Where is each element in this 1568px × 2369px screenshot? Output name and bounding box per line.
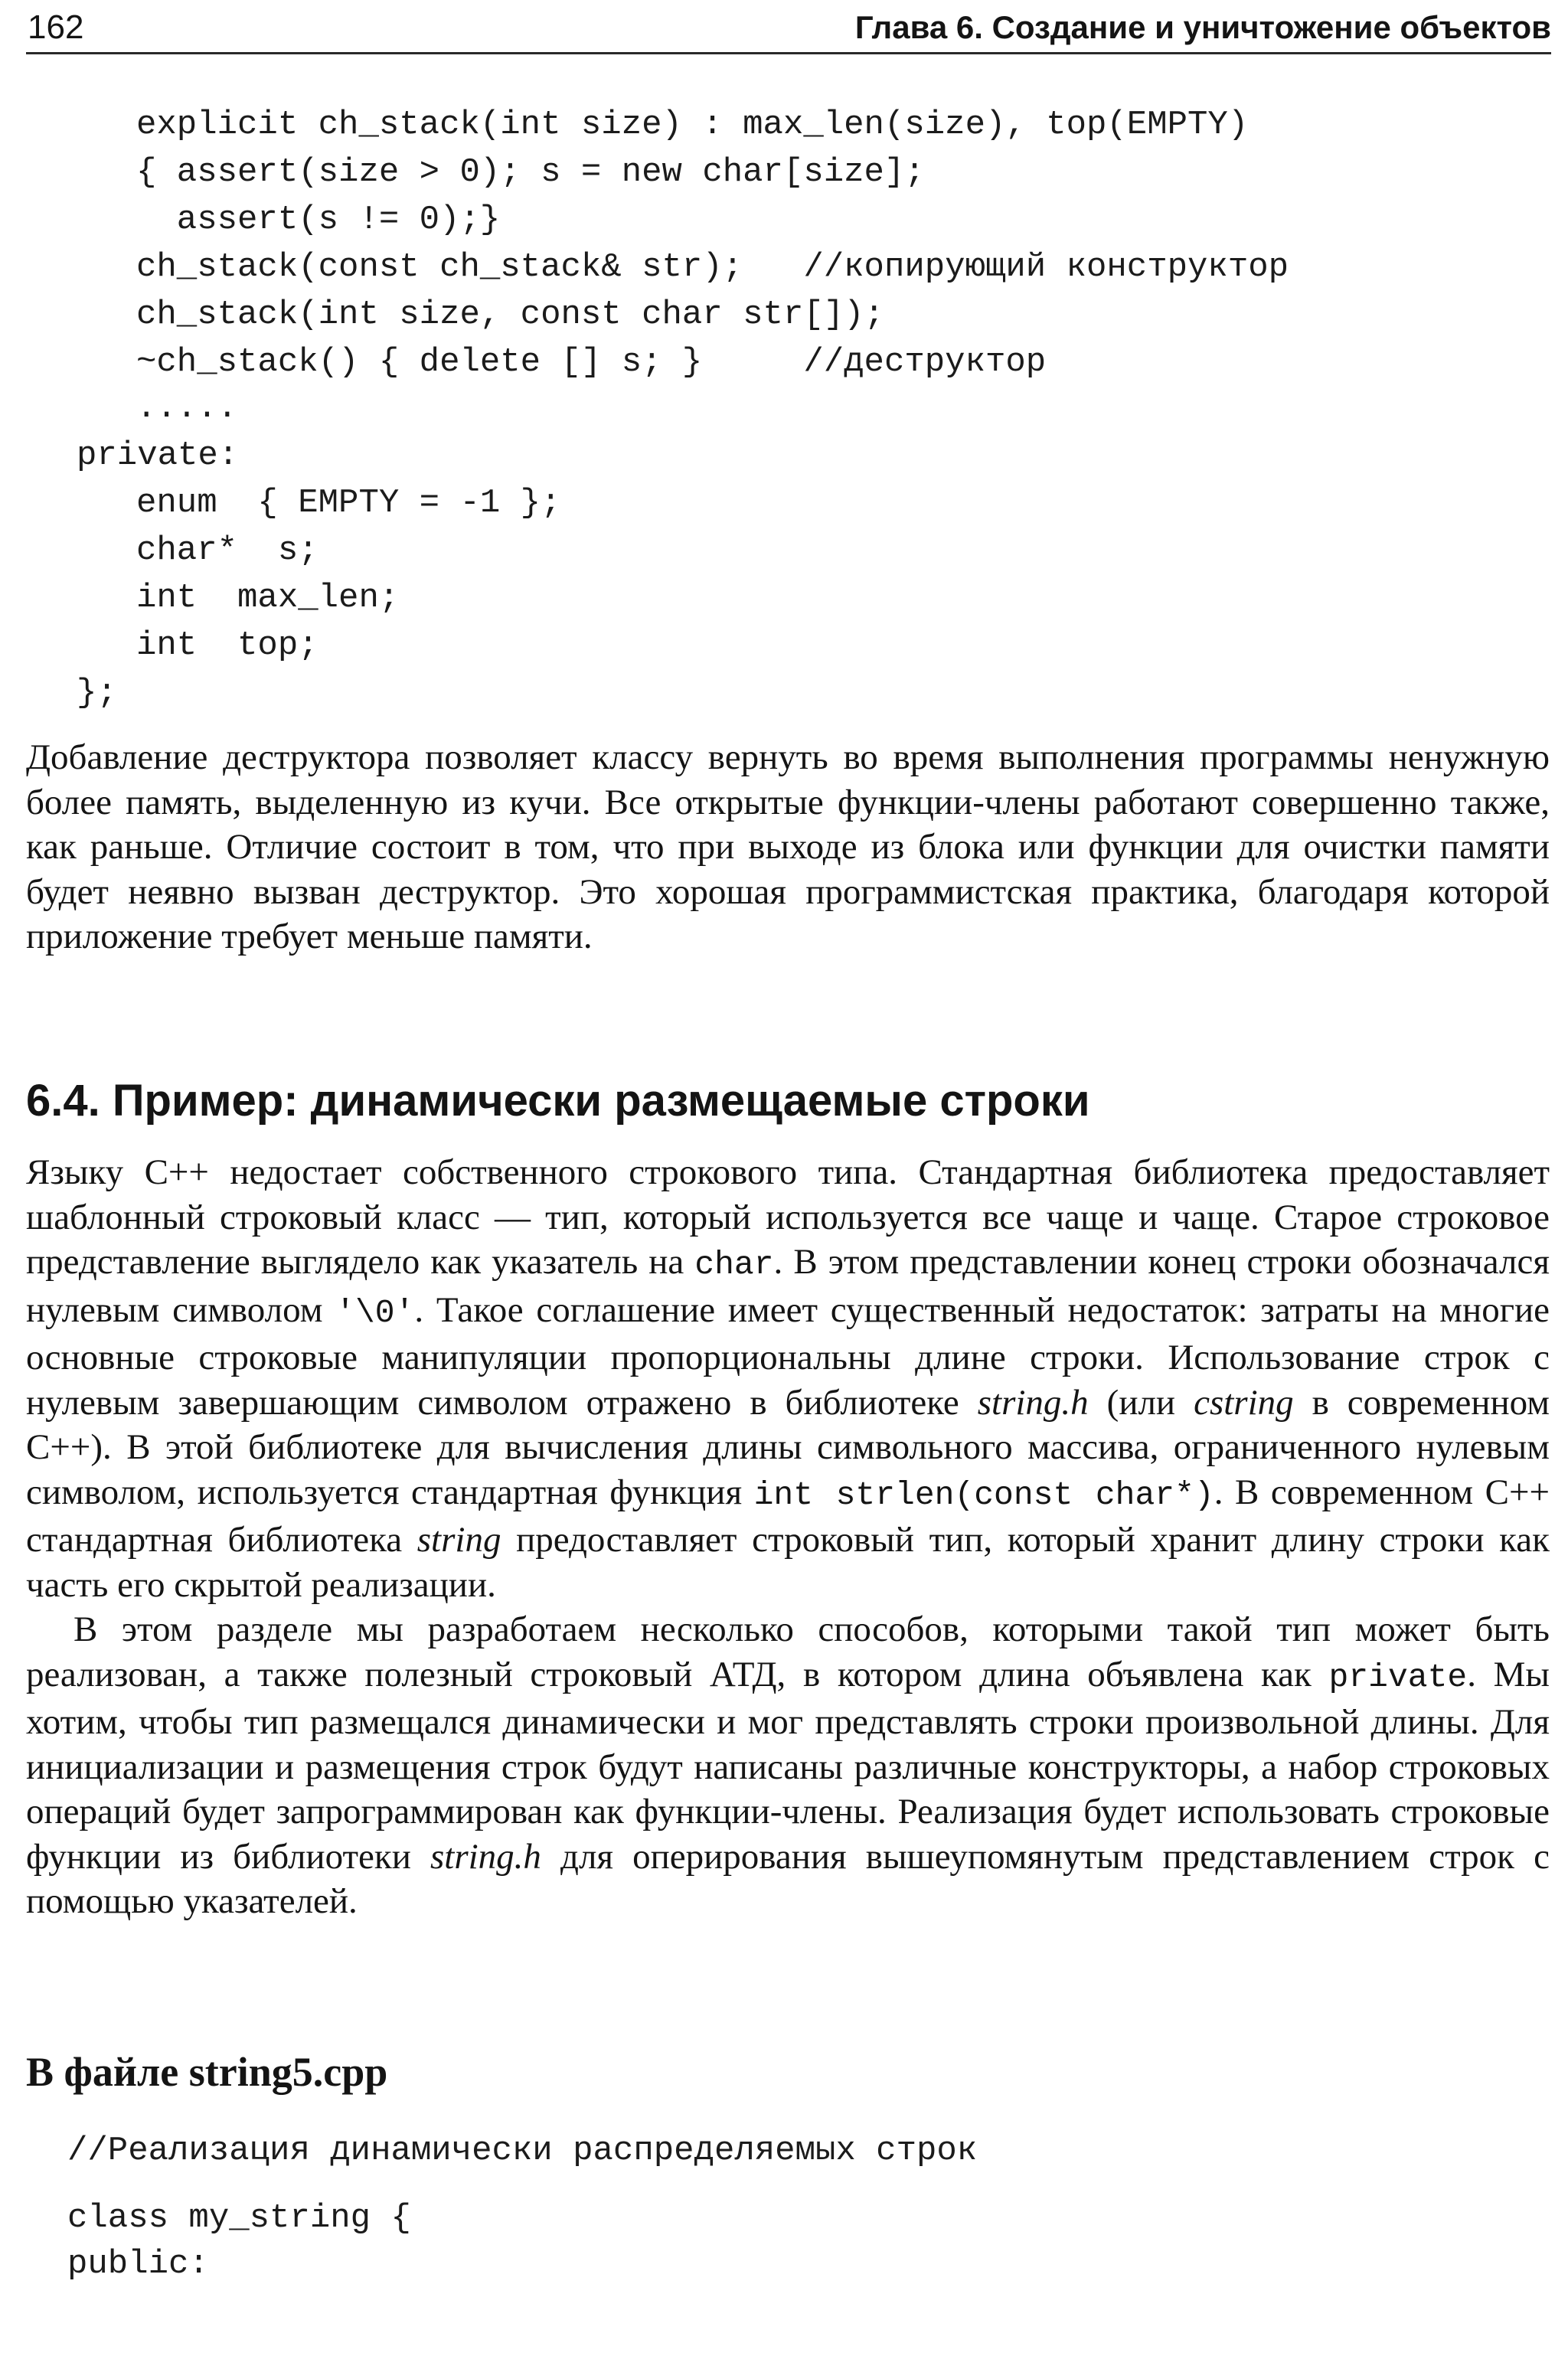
code-line: ..... (136, 389, 238, 427)
code-line: enum { EMPTY = -1 }; (136, 484, 561, 522)
library-name: string.h (430, 1836, 541, 1877)
code-line: class my_string { (67, 2199, 411, 2237)
library-name: cstring (1194, 1382, 1294, 1423)
paragraph-text: Языку С++ недостает собственного строкового типа. Стандартная библиотека предоставляет шаблонный строковый класс — тип, который используется все чаще и чаще. Старое строковое представление выглядело как указатель на char. В этом представлении конец строки обозначался нулевым символом '\0'. Такое соглашение имеет существенный недостаток: затраты на многие основные строковые манипуляции пропорциональны длине строки. Использование строк с нулевым завершающим символом отражено в библиотеке string.h (или cstring в современном С++). В этой библиотеке для вычисления длины символьного массива, ограниченного нулевым символом, используется стандартная функция int strlen(const char*). В современном С++ стандартная библиотека string предоставляет строковый тип, который хранит длину строки как часть его скрытой реализации. (26, 1152, 1550, 1605)
code-line: int top; (136, 626, 318, 665)
library-name: string (416, 1520, 501, 1560)
code-line: ~ch_stack() { delete [] s; } //деструктор (136, 343, 1047, 381)
running-title: Глава 6. Создание и уничтожение объектов (854, 9, 1551, 45)
file-heading: В файле string5.cpp (26, 2049, 388, 2095)
code-line: public: (67, 2245, 209, 2283)
code-line: char* s; (136, 531, 318, 570)
page-number: 162 (28, 8, 84, 46)
code-line: int max_len; (136, 579, 400, 617)
code-line: explicit ch_stack(int size) : max_len(size), top(EMPTY) (136, 106, 1249, 144)
inline-code: private (1328, 1658, 1468, 1696)
code-line: ch_stack(const ch_stack& str); //копирующий конструктор (136, 248, 1289, 286)
paragraph-destructor (26, 735, 1550, 959)
code-line: //Реализация динамически распределяемых строк (67, 2132, 978, 2170)
inline-code: char (694, 1246, 774, 1283)
code-line: ch_stack(int size, const char str[]); (136, 296, 884, 334)
code-line: assert(s != 0);} (136, 201, 501, 239)
code-line: private: (77, 436, 239, 475)
page-header (28, 6, 1551, 49)
inline-code: '\0' (335, 1293, 415, 1332)
paragraph-text: В этом разделе мы разработаем несколько способов, которыми такой тип может быть реализован, а также полезный строковый АТД, в котором длина объявлена как private. Мы хотим, чтобы тип размещался динамически и мог представлять строки произвольной длины. Для инициализации и размещения строк будут написаны различные конструкторы, а набор строковых операций будет запрограммирован как функции-члены. Реализация будет использовать строковые функции из библиотеки string.h для оперирования вышеупомянутым представлением строк с помощью указателей. (26, 1609, 1550, 1921)
code-line: }; (77, 674, 117, 712)
paragraph-text: Добавление деструктора позволяет классу вернуть во время выполнения программы ненужную более память, выделенную из кучи. Все открытые функции-члены работают совершенно также, как раньше. Отличие состоит в том, что при выходе из блока или функции для очистки памяти будет неявно вызван деструктор. Это хорошая программистская практика, благодаря которой приложение требует меньше памяти. (26, 737, 1550, 956)
header-rule (26, 52, 1551, 54)
code-line: { assert(size > 0); s = new char[size]; (136, 153, 925, 191)
inline-code: int strlen(const char*) (753, 1475, 1214, 1514)
library-name: string.h (977, 1382, 1089, 1423)
paragraph-strings (26, 1150, 1550, 1924)
section-heading: 6.4. Пример: динамически размещаемые строки (26, 1076, 1090, 1126)
